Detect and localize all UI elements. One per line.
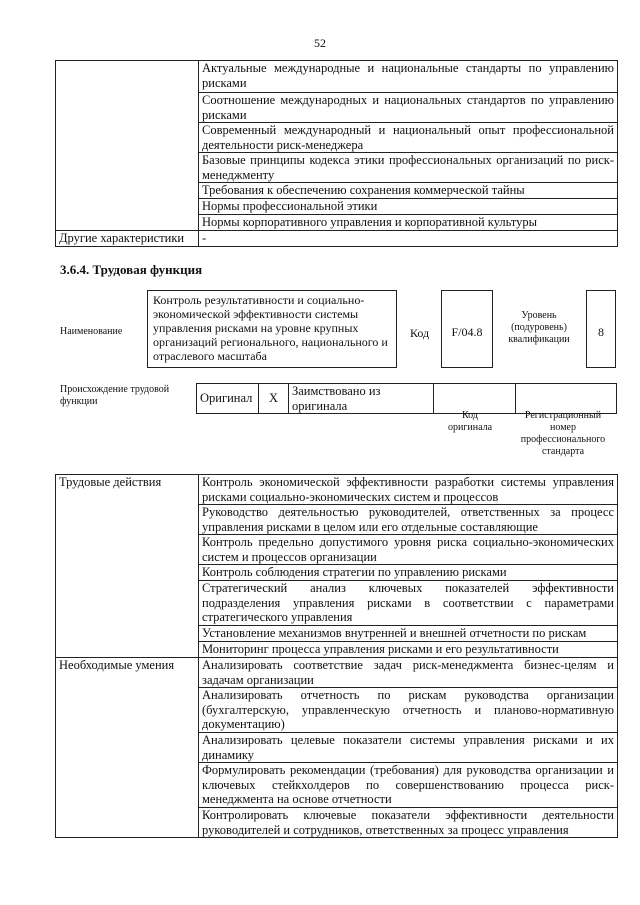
function-name: Контроль результативности и социально-экономической эффективности системы управления рисками на уровне крупных организаций регионального, национального и отраслевого масштаба (153, 293, 388, 363)
code-original-caption: Код оригинала (447, 410, 493, 433)
skill-item: Анализировать отчетность по рискам руководства организации (бухгалтерскую, управленческую отчетность и планово-нормативную документацию) (199, 688, 618, 733)
name-label: Наименование (60, 326, 123, 337)
action-item: Мониторинг процесса управления рисками и его результативности (199, 642, 618, 658)
knowledge-item: Требования к обеспечению сохранения коммерческой тайны (199, 183, 618, 199)
level-value: 8 (598, 325, 604, 339)
section-heading: 3.6.4. Трудовая функция (60, 262, 203, 277)
borrowed-label: Заимствовано из оригинала (289, 384, 434, 414)
function-name-box (147, 290, 397, 368)
reg-number-cell (516, 384, 617, 414)
action-item: Стратегический анализ ключевых показателей эффективности подразделения управления рисками в соответствии с параметрами стратегического управления (199, 581, 618, 626)
skill-item: Анализировать целевые показатели системы управления рисками и их динамику (199, 733, 618, 763)
knowledge-table (55, 60, 618, 247)
knowledge-item: Соотношение международных и национальных стандартов по управлению рисками (199, 93, 618, 123)
action-item: Контроль предельно допустимого уровня риска социально-экономических систем и процессов организации (199, 535, 618, 565)
action-item: Контроль соблюдения стратегии по управлению рисками (199, 565, 618, 581)
skill-item: Контролировать ключевые показатели эффективности деятельности руководителей и сотрудников, ответственных за процесс управления (199, 808, 618, 838)
skill-item: Формулировать рекомендации (требования) для руководства организации и ключевых стейкхолдеров по совершенствованию процесса риск-менеджмента на основе отчетности (199, 763, 618, 808)
skill-item: Анализировать соответствие задач риск-менеджмента бизнес-целям и задачам организации (199, 658, 618, 688)
other-characteristics-label: Другие характеристики (56, 231, 199, 247)
knowledge-item: Базовые принципы кодекса этики профессиональных организаций по риск-менеджменту (199, 153, 618, 183)
origin-label: Происхождение трудовой функции (60, 384, 170, 407)
knowledge-item: Нормы профессиональной этики (199, 199, 618, 215)
code-label: Код (410, 326, 430, 340)
knowledge-label-cell (56, 61, 199, 231)
knowledge-item: Актуальные международные и национальные стандарты по управлению рисками (199, 61, 618, 93)
original-label: Оригинал (197, 384, 259, 414)
action-item: Установление механизмов внутренней и внешней отчетности по рискам (199, 626, 618, 642)
actions-label: Трудовые действия (56, 475, 199, 658)
level-label: Уровень (подуровень) квалификации (508, 310, 570, 345)
code-original-cell (434, 384, 516, 414)
level-box (586, 290, 616, 368)
knowledge-item: Современный международный и национальный опыт профессиональной деятельности риск-менеджера (199, 123, 618, 153)
code-value: F/04.8 (451, 325, 483, 339)
page-number: 52 (314, 36, 326, 50)
function-details-table (55, 474, 618, 838)
original-mark: X (259, 384, 289, 414)
skills-label: Необходимые умения (56, 658, 199, 838)
action-item: Контроль экономической эффективности разработки системы управления рисками социально-экономических систем и процессов (199, 475, 618, 505)
code-box (441, 290, 493, 368)
other-characteristics-value: - (199, 231, 618, 247)
reg-number-caption: Регистрационный номер профессионального стандарта (520, 410, 606, 457)
knowledge-item: Нормы корпоративного управления и корпоративной культуры (199, 215, 618, 231)
action-item: Руководство деятельностью руководителей, ответственных за процесс управления рисками в целом или его отдельные составляющие (199, 505, 618, 535)
